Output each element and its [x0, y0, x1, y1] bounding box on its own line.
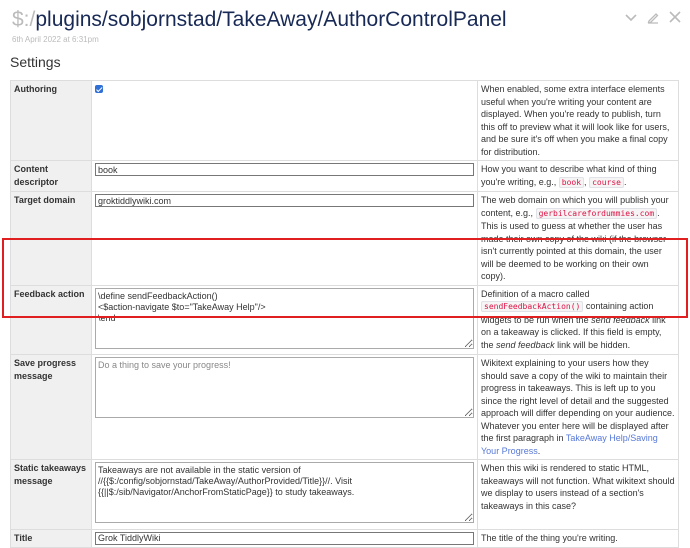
target-domain-cell — [92, 192, 478, 286]
feedback-action-label: Feedback action — [11, 285, 92, 355]
table-row — [11, 529, 679, 547]
content-descriptor-input[interactable] — [95, 163, 474, 176]
table-row — [11, 460, 679, 530]
table-row — [11, 192, 679, 286]
tiddler-toolbar — [624, 10, 682, 26]
title-path: plugins/sobjornstad/TakeAway/AuthorControlPanel — [35, 8, 507, 31]
desc-text: link on a takeaway is clicked. If this field is empty, the — [481, 314, 666, 350]
title-input[interactable] — [95, 532, 474, 545]
target-domain-label: Target domain — [11, 192, 92, 286]
content-descriptor-cell — [92, 161, 478, 192]
save-progress-label: Save progress message — [11, 355, 92, 460]
tiddler-subtitle: 6th April 2022 at 6:31pm — [12, 35, 99, 44]
desc-emphasis: send feedback — [496, 339, 555, 350]
chevron-down-icon[interactable] — [624, 10, 638, 26]
title-desc: The title of the thing you're writing. — [478, 529, 679, 547]
desc-text: containing action widgets to be run when the — [481, 301, 654, 325]
static-takeaways-cell — [92, 460, 478, 530]
table-row — [11, 81, 679, 161]
title-cell — [92, 529, 478, 547]
authoring-label: Authoring — [11, 81, 92, 161]
target-domain-desc — [478, 192, 679, 286]
close-icon[interactable] — [668, 10, 682, 26]
static-takeaways-textarea[interactable] — [95, 462, 474, 523]
save-progress-textarea[interactable] — [95, 357, 474, 418]
settings-heading: Settings — [10, 54, 61, 70]
edit-icon[interactable] — [646, 10, 660, 26]
table-row — [11, 355, 679, 460]
table-row — [11, 161, 679, 192]
code-macro: sendFeedbackAction() — [481, 301, 583, 312]
authoring-cell — [92, 81, 478, 161]
title-label: Title — [11, 529, 92, 547]
code-course: course — [589, 177, 624, 188]
desc-text: link will be hidden. — [557, 339, 631, 350]
authoring-desc: When enabled, some extra interface elements useful when you're writing your content are displayed. When you're ready to publish, turn this off to preview what it will look like for users, and be sure it's off when you make a final copy for distribution. — [478, 81, 679, 161]
desc-text: . — [537, 445, 541, 456]
target-domain-input[interactable] — [95, 194, 474, 207]
tiddler-titlebar — [12, 6, 682, 46]
static-takeaways-desc: When this wiki is rendered to static HTML, takeaways will not function. What wikitext should we display to users instead of a section's takeaways in this case? — [478, 460, 679, 530]
feedback-action-textarea[interactable] — [95, 288, 474, 349]
save-progress-cell — [92, 355, 478, 460]
desc-sep: , — [584, 176, 587, 187]
feedback-action-desc — [478, 285, 679, 355]
table-row — [11, 285, 679, 355]
feedback-action-cell — [92, 285, 478, 355]
saving-progress-link[interactable]: TakeAway Help/Saving Your Progress — [481, 433, 658, 456]
settings-table — [10, 80, 679, 548]
desc-text: Wikitext explaining to your users how they should save a copy of the wiki to maintain their progress in takeaways. This is left up to you since the right level of detail and the suggested approach will differ depending on your audience. Whatever you enter here will be displayed after the first paragraph in — [481, 358, 675, 443]
desc-text: How you want to describe what kind of thing you're writing, e.g., — [481, 164, 657, 187]
desc-text: . This is used to guess at whether the user has made their own copy of the wiki (if the browser isn't currently pointed at this domain, the user will be deemed to be working on their own copy). — [481, 207, 667, 281]
code-domain: gerbilcarefordummies.com — [536, 208, 658, 219]
desc-text: The web domain on which you will publish your content, e.g., — [481, 195, 669, 218]
code-book: book — [559, 177, 584, 188]
desc-text: Definition of a macro called — [481, 288, 590, 299]
static-takeaways-label: Static takeaways message — [11, 460, 92, 530]
title-prefix: $:/ — [12, 8, 36, 31]
tiddler-title — [12, 6, 507, 34]
desc-emphasis: send feedback — [591, 314, 650, 325]
save-progress-desc — [478, 355, 679, 460]
authoring-checkbox[interactable] — [95, 85, 103, 93]
content-descriptor-desc — [478, 161, 679, 192]
content-descriptor-label: Content descriptor — [11, 161, 92, 192]
desc-end: . — [623, 176, 627, 187]
